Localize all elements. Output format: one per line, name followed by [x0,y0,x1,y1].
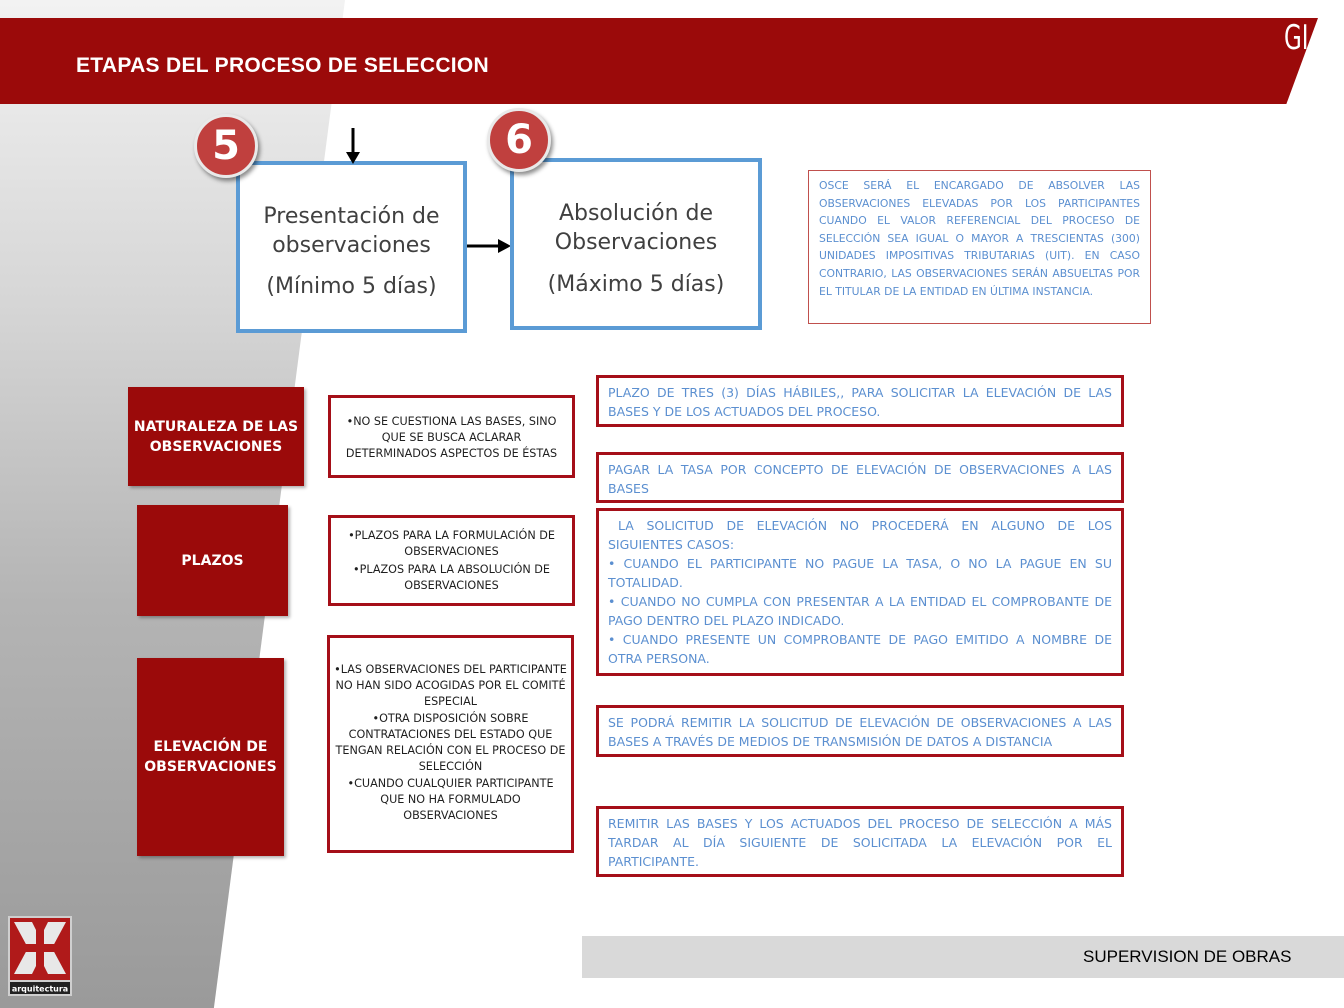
list-item: •LAS OBSERVACIONES DEL PARTICIPANTE NO HAN SIDO ACOGIDAS POR EL COMITÉ ESPECIAL [334,663,567,708]
list-item: •NO SE CUESTIONA LAS BASES, SINO QUE SE BUSCA ACLARAR DETERMINADOS ASPECTOS DE ÉSTAS [345,415,558,460]
list-item: • CUANDO NO CUMPLA CON PRESENTAR A LA ENTIDAD EL COMPROBANTE DE PAGO DENTRO DEL PLAZO INDICADO. [608,594,1112,628]
step-6-title: Absolución de Observaciones [554,201,718,255]
note-remitir-bases: REMITIR LAS BASES Y LOS ACTUADOS DEL PROCESO DE SELECCIÓN A MÁS TARDAR AL DÍA SIGUIENTE DE SOLICITADA LA ELEVACIÓN POR EL PARTICIPANTE. [596,806,1124,877]
arrow-right-icon [466,236,512,256]
list-item: •PLAZOS PARA LA FORMULACIÓN DE OBSERVACIONES [348,529,555,558]
list-item: •CUANDO CUALQUIER PARTICIPANTE QUE NO HA FORMULADO OBSERVACIONES [347,777,554,822]
arrow-down-icon [344,126,362,166]
elevacion-bullets [327,635,574,853]
note-plazo: PLAZO DE TRES (3) DÍAS HÁBILES,, PARA SOLICITAR LA ELEVACIÓN DE LAS BASES Y DE LOS ACTUADOS DEL PROCESO. [596,375,1124,427]
step-5-badge: 5 [194,114,258,178]
label-plazos: PLAZOS [137,505,288,616]
logo-icon [8,916,72,996]
osce-note-box [808,170,1151,324]
left-gradient-panel [0,0,345,1008]
label-elevacion: ELEVACIÓN DE OBSERVACIONES [137,658,284,856]
step-5-title: Presentación de observaciones [263,204,440,258]
plazos-bullets [328,515,575,606]
step-6-badge: 6 [487,108,551,172]
step-6-duration: (Máximo 5 días) [547,272,725,297]
step-5-box [236,161,467,333]
step-5-duration: (Mínimo 5 días) [266,274,437,299]
footer-text: SUPERVISION DE OBRAS [1083,947,1292,966]
step-6-box [510,158,762,330]
list-item: •OTRA DISPOSICIÓN SOBRE CONTRATACIONES DEL ESTADO QUE TENGAN RELACIÓN CON EL PROCESO DE SELECCIÓN [335,712,566,773]
note-remision: SE PODRÁ REMITIR LA SOLICITUD DE ELEVACIÓN DE OBSERVACIONES A LAS BASES A TRAVÉS DE MEDIOS DE TRANSMISIÓN DE DATOS A DISTANCIA [596,705,1124,757]
list-item: • CUANDO PRESENTE UN COMPROBANTE DE PAGO EMITIDO A NOMBRE DE OTRA PERSONA. [608,632,1112,666]
arquitectura-logo [8,916,72,996]
logo-label: arquitectura [11,984,69,994]
osce-note-text: OSCE SERÁ EL ENCARGADO DE ABSOLVER LAS OBSERVACIONES ELEVADAS POR LOS PARTICIPANTES CUANDO EL VALOR REFERENCIAL DEL PROCESO DE SELECCIÓN SEA IGUAL O MAYOR A TRESCIENTAS (300) UNIDADES IMPOSITIVAS TRIBUTARIAS (UIT). EN CASO CONTRARIO, LAS OBSERVACIONES SERÁN ABSUELTAS POR EL TITULAR DE LA ENTIDAD EN ÚLTIMA INSTANCIA. [819,179,1140,298]
header-mark: GI [1284,18,1309,58]
list-item: • CUANDO EL PARTICIPANTE NO PAGUE LA TASA, O NO LA PAGUE EN SU TOTALIDAD. [608,556,1112,590]
naturaleza-bullets [328,395,575,478]
note-tasa: PAGAR LA TASA POR CONCEPTO DE ELEVACIÓN DE OBSERVACIONES A LAS BASES [596,452,1124,503]
note-no-procede: LA SOLICITUD DE ELEVACIÓN NO PROCEDERÁ EN ALGUNO DE LOS SIGUIENTES CASOS: • CUANDO EL PARTICIPANTE NO PAGUE LA TASA, O NO LA PAGUE EN SU TOTALIDAD. • CUANDO NO CUMPLA CON PRESENTAR A LA ENTIDAD EL COMPROBANTE DE PAGO DENTRO DEL PLAZO INDICADO. • CUANDO PRESENTE UN COMPROBANTE DE PAGO EMITIDO A NOMBRE DE OTRA PERSONA. [596,508,1124,676]
list-item: •PLAZOS PARA LA ABSOLUCIÓN DE OBSERVACIONES [353,563,550,592]
page-title: ETAPAS DEL PROCESO DE SELECCION [76,54,490,77]
label-naturaleza: NATURALEZA DE LAS OBSERVACIONES [128,387,304,486]
